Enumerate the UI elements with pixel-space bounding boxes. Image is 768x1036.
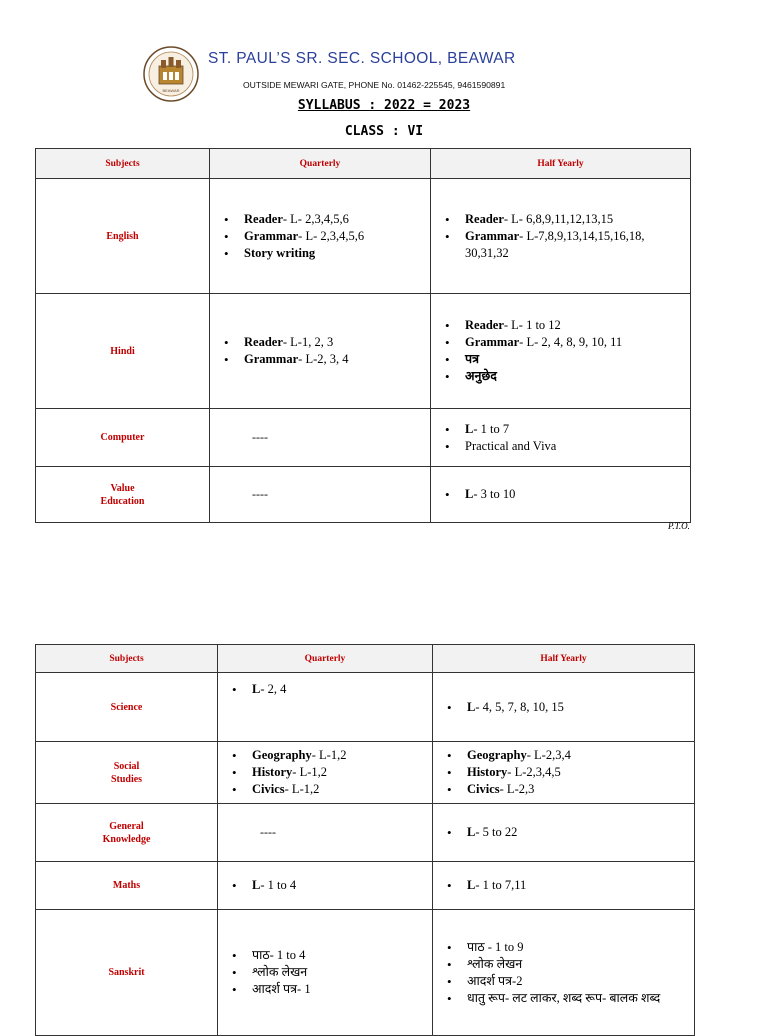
topic-detail: धातु रूप- लट लाकर, शब्द रूप- बालक शब्द — [467, 990, 661, 1005]
quarterly-cell — [210, 294, 431, 409]
half-yearly-cell — [433, 804, 695, 862]
quarterly-cell — [210, 467, 431, 523]
topic-label: Reader — [244, 335, 283, 349]
topic-label: पत्र — [465, 352, 480, 366]
subject-name: Studies — [110, 773, 143, 785]
column-header-half-yearly: Half Yearly — [433, 645, 695, 673]
topic-label: Reader — [465, 211, 504, 226]
topic-detail: पाठ - 1 to 9 — [467, 939, 524, 954]
topic-label: Reader — [465, 318, 504, 332]
topic-list — [433, 877, 694, 894]
topic-label: Civics — [467, 782, 500, 796]
topic-list — [218, 877, 432, 894]
syllabus-title: SYLLABUS : 2022 = 2023 — [297, 98, 471, 113]
topic-item — [467, 699, 694, 716]
topic-item — [467, 781, 694, 798]
empty-dash: ---- — [252, 430, 268, 444]
topic-label: L — [252, 682, 261, 696]
topic-label: Grammar — [465, 335, 520, 349]
topic-list — [218, 947, 432, 998]
topic-detail: पाठ- 1 to 4 — [252, 948, 306, 962]
topic-item — [465, 438, 690, 455]
column-header-half-yearly: Half Yearly — [431, 149, 691, 179]
topic-label: Reader — [244, 211, 283, 226]
topic-item — [467, 877, 694, 894]
column-header-quarterly: Quarterly — [210, 149, 431, 179]
topic-item — [252, 764, 432, 781]
table-row — [36, 179, 691, 294]
topic-label: L — [252, 878, 261, 892]
topic-detail: - 4, 5, 7, 8, 10, 15 — [475, 699, 564, 714]
subject-name: Science — [110, 701, 143, 713]
topic-item — [467, 939, 694, 956]
subject-cell — [36, 862, 218, 910]
topic-label: L — [467, 878, 476, 892]
quarterly-cell — [210, 179, 431, 294]
table-row — [36, 742, 695, 804]
subject-name: General — [109, 820, 144, 832]
topic-item — [252, 877, 432, 894]
table-row — [36, 804, 695, 862]
topic-label: History — [252, 765, 293, 779]
topic-item — [467, 824, 694, 841]
subject-cell — [36, 179, 210, 294]
topic-item — [465, 486, 690, 503]
topic-item — [244, 211, 430, 228]
half-yearly-cell — [433, 910, 695, 1036]
topic-detail: - L- 2,3,4,5,6 — [298, 228, 365, 243]
syllabus-table-1 — [35, 148, 691, 523]
table-row — [36, 409, 691, 467]
table-header-row — [36, 149, 691, 179]
topic-detail: - 3 to 10 — [473, 487, 516, 501]
topic-item — [465, 317, 690, 334]
svg-text:BEAWAR: BEAWAR — [162, 88, 180, 93]
table-header-row — [36, 645, 695, 673]
pto-note: P.T.O. — [668, 521, 690, 531]
subject-name: Social — [113, 760, 140, 772]
subject-name: Education — [100, 495, 145, 507]
topic-label: Grammar — [244, 228, 299, 243]
topic-item — [244, 228, 430, 245]
topic-item — [252, 947, 432, 964]
topic-list — [431, 211, 690, 262]
topic-label: L — [467, 825, 476, 839]
topic-list — [431, 317, 690, 385]
half-yearly-cell — [431, 179, 691, 294]
topic-label: अनुछेद — [465, 369, 497, 383]
topic-list — [218, 681, 432, 698]
quarterly-cell — [218, 910, 433, 1036]
topic-list — [431, 421, 690, 455]
topic-item — [244, 334, 430, 351]
topic-item — [467, 956, 694, 973]
topic-label: L — [465, 421, 474, 436]
half-yearly-cell — [433, 862, 695, 910]
topic-item — [467, 973, 694, 990]
topic-item — [244, 245, 430, 262]
topic-item — [252, 681, 432, 698]
quarterly-cell — [218, 673, 433, 742]
table-row — [36, 673, 695, 742]
topic-label: Grammar — [244, 352, 299, 366]
topic-item — [467, 990, 694, 1007]
topic-detail: - L-2, 3, 4 — [298, 352, 349, 366]
topic-list — [218, 747, 432, 798]
empty-dash: ---- — [252, 487, 268, 501]
topic-item — [465, 421, 690, 438]
half-yearly-cell — [431, 467, 691, 523]
topic-label: History — [467, 765, 508, 779]
topic-list — [433, 939, 694, 1007]
subject-name: Knowledge — [102, 833, 151, 845]
topic-label: Civics — [252, 782, 285, 796]
topic-detail: श्लोक लेखन — [252, 965, 308, 979]
topic-detail: - 1 to 7,11 — [475, 878, 527, 892]
topic-detail: - L- 1 to 12 — [503, 318, 561, 332]
topic-item — [252, 781, 432, 798]
topic-detail: Practical and Viva — [465, 438, 557, 453]
topic-detail: - 2, 4 — [260, 682, 287, 696]
topic-detail: - L-2,3,4 — [526, 748, 571, 762]
subject-cell — [36, 409, 210, 467]
subject-cell — [36, 294, 210, 409]
topic-detail: श्लोक लेखन — [467, 956, 523, 971]
table-row — [36, 910, 695, 1036]
column-header-subjects: Subjects — [36, 149, 210, 179]
topic-detail: - L-1,2 — [311, 748, 347, 762]
school-crest-logo — [143, 46, 199, 102]
column-header-quarterly: Quarterly — [218, 645, 433, 673]
topic-list — [433, 824, 694, 841]
subject-cell — [36, 467, 210, 523]
quarterly-cell — [218, 862, 433, 910]
topic-list — [433, 747, 694, 798]
document-header — [0, 0, 768, 148]
empty-dash: ---- — [260, 825, 276, 839]
topic-item — [465, 351, 690, 368]
school-name: ST. PAUL’S SR. SEC. SCHOOL, BEAWAR — [208, 50, 516, 67]
topic-detail: आदर्श पत्र- 1 — [252, 982, 311, 996]
topic-detail: - L- 2,3,4,5,6 — [282, 211, 349, 226]
topic-detail: - L-2,3,4,5 — [507, 765, 561, 779]
syllabus-table-2 — [35, 644, 695, 1036]
topic-label: L — [465, 487, 474, 501]
topic-item — [252, 964, 432, 981]
subject-cell — [36, 742, 218, 804]
topic-item — [252, 981, 432, 998]
topic-item — [467, 764, 694, 781]
topic-item — [244, 351, 430, 368]
topic-item — [465, 368, 690, 385]
subject-name: Hindi — [110, 345, 135, 357]
table-row — [36, 467, 691, 523]
half-yearly-cell — [431, 294, 691, 409]
topic-detail: - L- 2, 4, 8, 9, 10, 11 — [519, 335, 623, 349]
topic-list — [433, 699, 694, 716]
topic-label: Geography — [467, 748, 527, 762]
subject-name: Sanskrit — [108, 967, 145, 978]
quarterly-cell — [218, 742, 433, 804]
topic-list — [210, 211, 430, 262]
subject-name: Computer — [100, 432, 145, 443]
topic-item — [465, 334, 690, 351]
half-yearly-cell — [431, 409, 691, 467]
topic-detail: आदर्श पत्र-2 — [467, 973, 523, 988]
subject-name: Maths — [112, 880, 141, 891]
half-yearly-cell — [433, 673, 695, 742]
topic-detail: - L-1, 2, 3 — [282, 335, 334, 349]
topic-label: Geography — [252, 748, 312, 762]
table-row — [36, 862, 695, 910]
quarterly-cell — [210, 409, 431, 467]
topic-detail: - L-1,2 — [284, 782, 320, 796]
topic-label: L — [467, 699, 476, 714]
topic-detail: - L-1,2 — [292, 765, 327, 779]
school-address: OUTSIDE MEWARI GATE, PHONE No. 01462-225545, 9461590891 — [243, 80, 506, 90]
topic-detail: - L-2,3 — [499, 782, 535, 796]
topic-list — [210, 334, 430, 368]
topic-detail: - 1 to 4 — [260, 878, 297, 892]
column-header-subjects: Subjects — [36, 645, 218, 673]
quarterly-cell — [218, 804, 433, 862]
topic-item — [465, 228, 690, 262]
topic-label: Story writing — [244, 245, 316, 260]
topic-item — [252, 747, 432, 764]
subject-cell — [36, 673, 218, 742]
class-label: CLASS : VI — [344, 124, 424, 139]
subject-name: English — [106, 230, 139, 242]
table-row — [36, 294, 691, 409]
subject-cell — [36, 804, 218, 862]
topic-list — [431, 486, 690, 503]
topic-detail: - L-7,8,9,13,14,15,16,18, 30,31,32 — [465, 228, 645, 260]
topic-item — [467, 747, 694, 764]
subject-cell — [36, 910, 218, 1036]
topic-detail: - 5 to 22 — [475, 825, 518, 839]
half-yearly-cell — [433, 742, 695, 804]
topic-item — [465, 211, 690, 228]
topic-label: Grammar — [465, 228, 520, 243]
topic-detail: - L- 6,8,9,11,12,13,15 — [503, 211, 614, 226]
topic-detail: - 1 to 7 — [473, 421, 510, 436]
subject-name: Value — [110, 482, 135, 494]
